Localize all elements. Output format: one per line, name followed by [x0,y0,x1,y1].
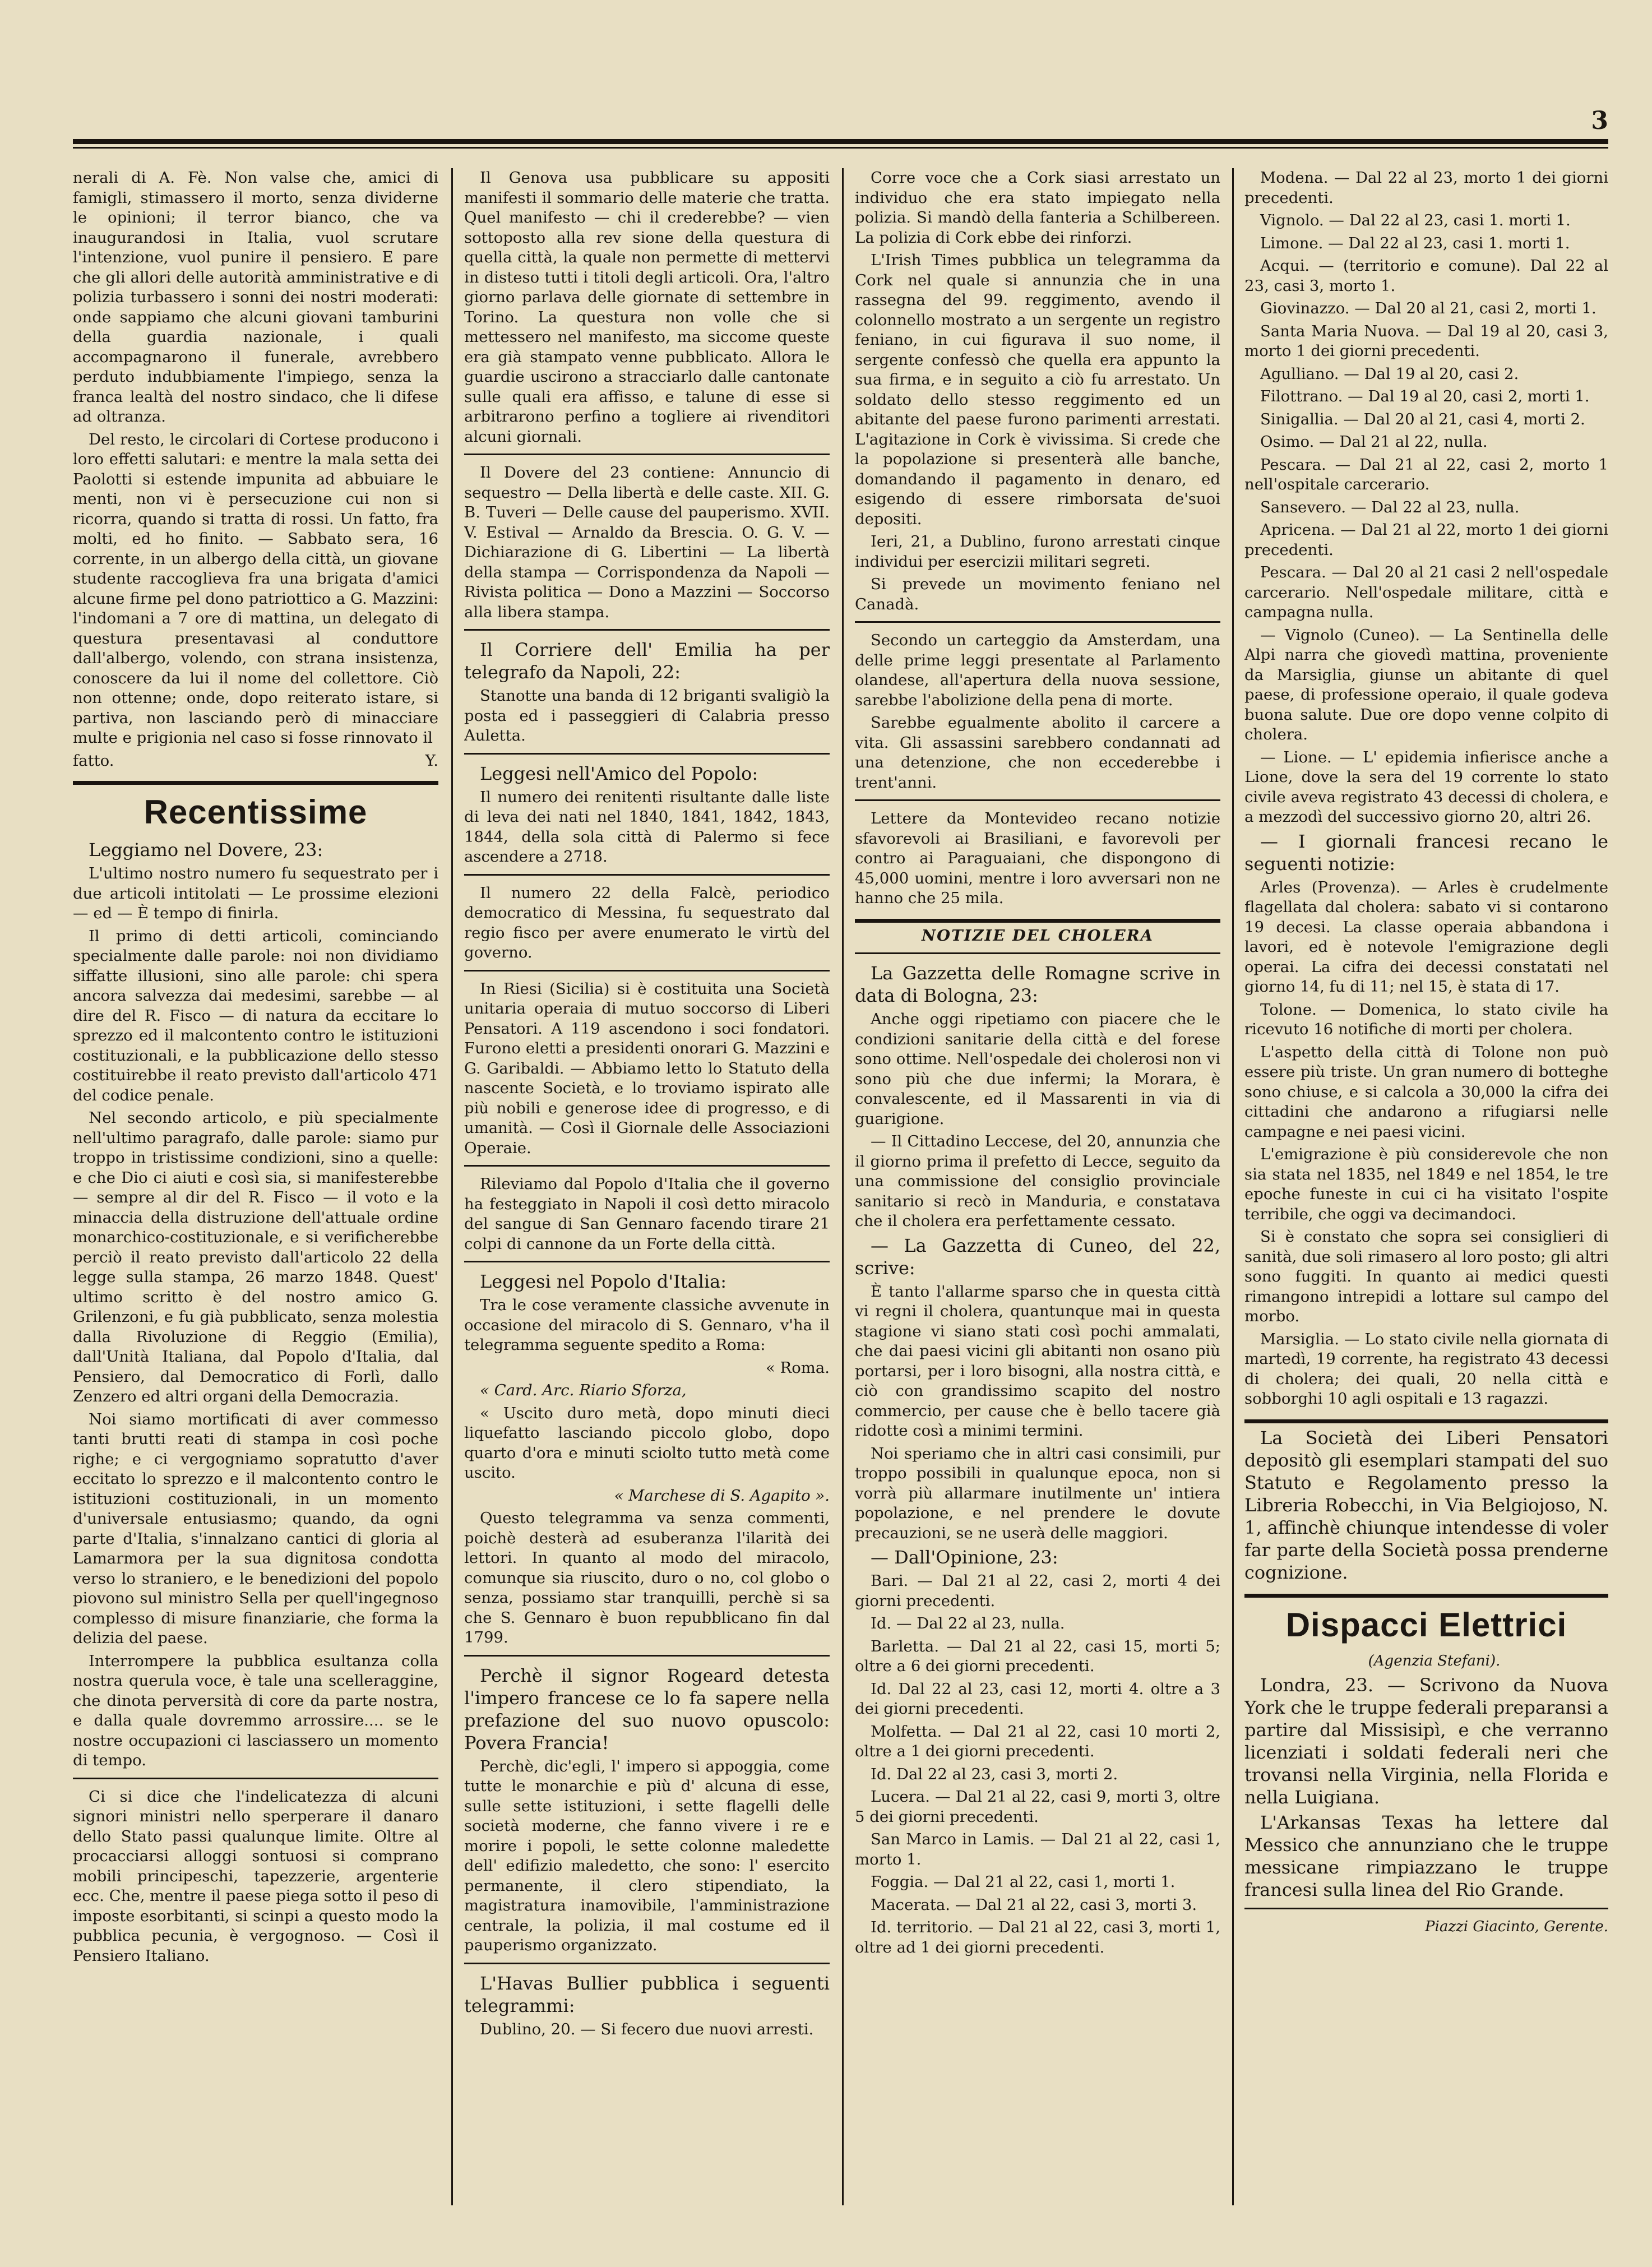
cholera-stat: Molfetta. — Dal 21 al 22, casi 10 morti 2, oltre a 1 dei giorni precedenti. [855,1722,1220,1760]
cholera-stat: Giovinazzo. — Dal 20 al 21, casi 2, morti 1. [1260,299,1597,317]
news-item: Secondo un carteggio da Amsterdam, una delle prime leggi presentate al Parlamento olandese, all'apertura della nuova sessione, sarebbe l'abolizione della pena di morte. [855,631,1220,709]
news-lead: L'Havas Bullier pubblica i seguenti telegrammi: [464,1972,830,2016]
news-item: Ieri, 21, a Dublino, furono arrestati cinque individui per esercizii militari segreti. [855,533,1220,571]
column-1 [73,168,438,2211]
page-number: 3 [1591,107,1608,135]
news-lead: — Dall'Opinione, 23: [871,1547,1058,1568]
item-rule [1244,1908,1608,1909]
cholera-stat: Acqui. — (territorio e comune). Dal 22 al 23, casi 3, morto 1. [1244,257,1608,295]
cholera-stat: Barletta. — Dal 21 al 22, casi 15, morti 5; oltre a 6 dei giorni precedenti. [855,1637,1220,1675]
news-item: Corre voce che a Cork siasi arrestato un individuo che era stato impiegato nella polizia. Si mandò della fanteria a Schilbereen. La polizia di Cork ebbe dei rinforzi. [855,169,1220,247]
news-item: Rileviamo dal Popolo d'Italia che il governo ha festeggiato in Napoli il così detto miracolo del sangue di San Gennaro facendo tirare 21 colpi di cannone da un Forte della città. [464,1175,830,1253]
item-rule [464,1963,830,1964]
telegram-text: « Uscito duro metà, dopo minuti dieci liquefatto lasciando piccolo globo, dopo quarto d'ora e minuti sciolto tutto metà come uscito. [464,1404,830,1482]
article-paragraph: Il primo di detti articoli, cominciando specialmente dalle parole: noi non dividiamo siffatte illusioni, sino alle parole: chi spera ancora salvezza dai medesimi, sarebbe — al dire del R. Fisco — di natura da eccitare lo sprezzo ed il malcontento contro le istituzioni costituzionali, e la pubblicazione dello stesso costituirebbe il reato previsto dall'articolo 471 del codice penale. [73,927,438,1104]
cholera-stat: Osimo. — Dal 21 al 22, nulla. [1260,433,1488,451]
news-item: Lettere da Montevideo recano notizie sfavorevoli ai Brasiliani, e favorevoli per contro ai Paraguaiani, che dispongono di 45,000 uomini, mentre i loro avversari non ne hanno che 25 mila. [855,809,1220,907]
article-paragraph: nerali di A. Fè. Non valse che, amici di famigli, stimassero il morto, senza dividerne le opinioni; il terror bianco, che va inaugurandosi in Italia, vuol scrutare l'intenzione, vuol punire il pensiero. E pare che gli allori delle autorità amministrative e di polizia turbassero i sonni dei nostri moderati: onde sappiamo che alcuni giovani tamburini della guardia nazionale, i quali accompagnarono il funerale, avrebbero perduto indubbiamente l'impiego, senza la franca lealtà del nostro sindaco, che li difese ad oltranza. [73,169,438,425]
news-lead: Il Corriere dell' Emilia ha per telegrafo da Napoli, 22: [464,639,830,683]
telegram-dest: « Roma. [765,1358,830,1377]
cholera-stat: Bari. — Dal 21 al 22, casi 2, morti 4 dei giorni precedenti. [855,1572,1220,1610]
news-item: L'Irish Times pubblica un telegramma da Cork nel quale si annunzia che in una rassegna del 99. reggimento, avendo il colonnello mostrato a un sergente un registro feniano, in cui figurava il suo nome, il sergente confessò che quella era appunto la sua firma, e in seguito a ciò fu arrestato. Un soldato dello stesso reggimento ed un abitante del paese furono parimenti arrestati. L'agitazione in Cork è vivissima. Si crede che la popolazione si presenterà alle banche, domandando il pagamento in denaro, ed esigendo di essere rimborsata de'suoi depositi. [855,251,1220,528]
item-rule [855,952,1220,954]
cholera-report: È tanto l'allarme sparso che in questa città vi regni il cholera, quantunque mai in questa stagione vi siano stati così pochi ammalati, che dai paesi vicini gli abitanti non osano più portarsi, per i loro bisogni, alla nostra città, e ciò con grandissimo scapito del nostro commercio, per cause che è bello tacere già ridotte così a minimi termini. [855,1282,1220,1440]
column-3 [855,168,1220,2211]
cholera-stat: Macerata. — Dal 21 al 22, casi 3, morti 3. [871,1895,1197,1914]
dispatch: Londra, 23. — Scrivono da Nuova York che le truppe federali preparansi a partire dal Missisipì, e che verranno licenziati i soldati federali neri che trovansi nella Virginia, nella Florida e nella Luigiana. [1244,1674,1608,1808]
item-rule [464,454,830,455]
dispatch: L'Arkansas Texas ha lettere dal Messico che annunziano che le truppe messicane rimpiazzano le truppe francesi sulla linea del Rio Grande. [1244,1812,1608,1900]
cholera-report: Tolone. — Domenica, lo stato civile ha ricevuto 16 notifiche di morti per cholera. [1244,1000,1608,1038]
cholera-stat: Sinigallia. — Dal 20 al 21, casi 4, morti 2. [1260,410,1585,428]
item-rule [464,1261,830,1262]
cholera-stat: Agulliano. — Dal 19 al 20, casi 2. [1260,364,1519,383]
header-rule [73,139,1608,144]
cholera-stat: Santa Maria Nuova. — Dal 19 al 20, casi 3, morto 1 dei giorni precedenti. [1244,322,1608,360]
cholera-stat: Id. — Dal 22 al 23, nulla. [871,1614,1065,1632]
news-item: Dublino, 20. — Si fecero due nuovi arresti. [480,2020,814,2038]
agency-credit: (Agenzia Stefani). [1368,1652,1501,1669]
news-item: Questo telegramma va senza commenti, poichè desterà ad esuberanza l'ilarità dei lettori. In quanto al modo del miracolo, comunque sia riuscito, duro o no, col globo o senza, possiamo star tranquilli, perchè si sa che S. Gennaro è buon repubblicano fin dal 1799. [464,1509,830,1646]
cholera-stat: Id. Dal 22 al 23, casi 12, morti 4. oltre a 3 dei giorni precedenti. [855,1680,1220,1718]
society-notice: La Società dei Liberi Pensatori depositò gli esemplari stampati del suo Statuto e Regolamento presso la Libreria Robecchi, in Via Belgiojoso, N. 1, affinchè chiunque intendesse di voler far parte della Società possa prenderne cognizione. [1244,1427,1608,1583]
telegram-addressee: « Card. Arc. Riario Sforza, [480,1381,687,1399]
column-2 [464,168,830,2211]
cholera-stat: Limone. — Dal 22 al 23, casi 1. morti 1. [1260,234,1570,252]
article-paragraph: Del resto, le circolari di Cortese producono i loro effetti salutari: e mentre la mala setta dei Paolotti si estende impunita ad abbuiare le menti, non vi è persecuzione cui non si ricorra, quando si tratta di rossi. Un fatto, fra molti, ed ho finito. — Sabbato sera, 16 corrente, in un albergo della città, un giovane studente raccoglieva fra una brigata d'amici alcune firme pel dono patriottico a G. Mazzini: l'indomani a 7 ore di mattina, un delegato di questura presentavasi al conduttore dall'albergo, volendo, con strana insistenza, conoscere da lui il nome del collettore. Ciò non ottenne; onde, dopo reiterato istare, si partiva, non lasciando però di minacciare multe e prigionia nel caso si fosse rinnovato il [73,430,438,747]
cholera-report: — Vignolo (Cuneo). — La Sentinella delle Alpi narra che giovedì mattina, proveniente da Marsiglia, giunse un abitante di quel paese, di professione operaio, il quale godeva buona salute. Due ore dopo venne colpito di cholera. [1244,626,1608,743]
section-rule [73,781,438,785]
cholera-stat: Apricena. — Dal 21 al 22, morto 1 dei giorni precedenti. [1244,521,1608,559]
news-item: Il numero dei renitenti risultante dalle liste di leva dei nati nel 1840, 1841, 1842, 1843, 1844, della sola città di Palermo si fece ascendere a 2718. [464,788,830,866]
cholera-report: Anche oggi ripetiamo con piacere che le condizioni sanitarie della città e del forese sono ottime. Nell'ospedale dei cholerosi non vi sono più che due infermi; la Morara, è convalescente, ed il Massarenti in via di guarigione. [855,1010,1220,1128]
news-lead: Leggesi nel Popolo d'Italia: [480,1271,726,1292]
article-paragraph: Ci si dice che l'indelicatezza di alcuni signori ministri nello sperperare il danaro dello Stato passi qualunque limite. Oltre al procacciarsi alloggi sontuosi si comprano mobili principeschi, tapezzerie, argenterie ecc. Che, mentre il paese piega sotto il peso di imposte esorbitanti, si scinpi a questo modo la pubblica pecunia, è vergognoso. — Così il Pensiero Italiano. [73,1787,438,1965]
section-heading-dispacci: Dispacci Elettrici [1285,1606,1567,1644]
cholera-stat: Id. Dal 22 al 23, casi 3, morti 2. [871,1765,1118,1783]
cholera-stat: Foggia. — Dal 21 al 22, casi 1, morti 1. [871,1873,1176,1891]
item-rule [464,874,830,876]
news-item: Il Genova usa pubblicare su appositi manifesti il sommario delle materie che tratta. Quel manifesto — chi il crederebbe? — vien sottoposto alla rev sione della questura di quella città, la quale non permette di mettervi in disteso tutti i titoli degli articoli. Ora, l'altro giorno parlava delle giornate di settembre in Torino. La questura non volle che si mettessero nel manifesto, ma siccome queste era già stampato venne pubblicato. Allora le guardie uscirono a stracciarlo dalle cantonate sulle quali era affisso, e talune di esse si arbitrarono perfino a togliere ai rivenditori alcuni giornali. [464,169,830,446]
news-item: Il numero 22 della Falcè, periodico democratico di Messina, fu sequestrato dal regio fisco per avere enumerato le virtù del governo. [464,883,830,961]
news-lead: La Gazzetta delle Romagne scrive in data di Bologna, 23: [855,963,1220,1006]
news-item: Tra le cose veramente classiche avvenute in occasione del miracolo di S. Gennaro, v'ha il telegramma seguente spedito a Roma: [464,1296,830,1354]
news-lead: Leggesi nell'Amico del Popolo: [480,762,758,784]
cholera-report: L'emigrazione è più considerevole che non sia stata nel 1835, nel 1849 e nel 1854, le tre epoche funeste in cui ci ha visitato l'ospite terribile, che oggi va decimandoci. [1244,1145,1608,1223]
cholera-stat: Pescara. — Dal 20 al 21 casi 2 nell'ospedale carcerario. Nell'ospedale militare, città e campagna nulla. [1244,563,1608,621]
section-rule [1244,1419,1608,1423]
cholera-stat: Filottrano. — Dal 19 al 20, casi 2, morti 1. [1260,387,1590,405]
cholera-stat: Id. territorio. — Dal 21 al 22, casi 3, morti 1, oltre ad 1 dei giorni precedenti. [855,1918,1220,1956]
cholera-heading: NOTIZIE DEL CHOLERA [922,926,1154,945]
column-divider [451,168,453,2205]
cholera-stat: Vignolo. — Dal 22 al 23, casi 1. morti 1. [1260,211,1571,229]
article-paragraph: Interrompere la pubblica esultanza colla nostra querula voce, è tale una scelleraggine, che dinota perversità di core da parte nostra, e dalla quale dovremmo arrossire.... se le nostre occupazioni ci lasciassero un momento di tempo. [73,1651,438,1769]
publisher-manager: Piazzi Giacinto, Gerente. [1425,1918,1608,1935]
news-item: In Riesi (Sicilia) si è costituita una Società unitaria operaia di mutuo soccorso di Liberi Pensatori. A 119 ascendono i soci fondatori. Furono eletti a presidenti onorari G. Mazzini e G. Garibaldi. — Abbiamo letto lo Statuto della nascente Società, e lo troviamo ispirato alle più nobili e generose idee di progresso, e di umanità. — Così il Giornale delle Associazioni Operaie. [464,979,830,1157]
section-rule [855,919,1220,923]
item-rule [464,1165,830,1167]
section-heading-recentissime: Recentissime [144,793,368,831]
news-item: Si prevede un movimento feniano nel Canadà. [855,575,1220,613]
cholera-stat: Pescara. — Dal 21 al 22, casi 2, morto 1 nell'ospitale carcerario. [1244,455,1608,493]
signature-author: Y. [425,751,438,770]
column-divider [1232,168,1234,2205]
item-rule [464,1655,830,1657]
cholera-report: Noi speriamo che in altri casi consimili, pur troppo possibili in qualunque epoca, non si vorrà più allarmare inutilmente un' intiera popolazione, e nel prendere le dovute precauzioni, se ne userà delle maggiori. [855,1444,1220,1542]
section-rule [1244,1594,1608,1598]
news-item: Il Dovere del 23 contiene: Annuncio di sequestro — Della libertà e delle caste. XII. G. B. Tuveri — Delle cause del pauperismo. XVII. V. Estival — Arnaldo da Brescia. O. G. V. — Dichiarazione di G. Libertini — La libertà della stampa — Corrispondenza da Napoli — Rivista politica — Dono a Mazzini — Soccorso alla libera stampa. [464,464,830,621]
news-item: Perchè, dic'egli, l' impero si appoggia, come tutte le monarchie e più d' alcuna di esse, sulle sette istituzioni, i sette flagelli delle società moderne, che fanno vivere i re e morire i popoli, le sette colonne maledette dell' edifizio maledetto, che sono: l' esercito permanente, il clero stipendiato, la magistratura inamovibile, l'amministrazione centrale, la polizia, il mal costume ed il pauperismo organizzato. [464,1757,830,1954]
cholera-report: Marsiglia. — Lo stato civile nella giornata di martedì, 19 corrente, ha registrato 43 decessi di cholera; dei quali, 20 nella città e sobborghi 10 agli ospitali e 13 ragazzi. [1244,1330,1608,1408]
cholera-stat: Sansevero. — Dal 22 al 23, nulla. [1260,498,1520,516]
cholera-stat: San Marco in Lamis. — Dal 21 al 22, casi 1, morto 1. [855,1830,1220,1868]
header-rule-thin [73,147,1608,149]
cholera-report: L'aspetto della città di Tolone non può essere più triste. Un gran numero di botteghe sono chiuse, e si calcola a 30,000 la cifra dei cittadini che andarono a rifugiarsi nelle campagne e nei paesi vicini. [1244,1043,1608,1141]
item-rule [464,629,830,631]
news-item: Stanotte una banda di 12 briganti svaligiò la posta ed i passeggieri di Calabria presso Auletta. [464,687,830,744]
signature-left: fatto. [73,751,114,770]
item-rule [855,799,1220,801]
lead-line: Leggiamo nel Dovere, 23: [89,839,323,860]
cholera-stat: Modena. — Dal 22 al 23, morto 1 dei giorni precedenti. [1244,169,1608,207]
article-paragraph: Noi siamo mortificati di aver commesso tanti brutti reati di stampa in così poche righe; e ci vergogniamo sopratutto d'aver eccitato lo sprezzo e il malcontento contro le istituzioni costituzionali, in un momento d'universale entusiasmo; quando, da ogni parte d'Italia, s'innalzano cantici di gloria al Lamarmora per la sua dignitosa condotta verso lo straniero, e le benedizioni del popolo piovono sul ministro Sella per quell'ingegnoso complesso di misure finanziarie, che forma la delizia del paese. [73,1410,438,1647]
cholera-report: Arles (Provenza). — Arles è crudelmente flagellata dal cholera: sabato vi si contarono 19 decesi. La classe operaia abbandona i lavori, ed è notevole l'emigrazione degli operai. La cifra dei decessi constatati nel giorno 14, fu di 11; nel 15, è stata di 17. [1244,878,1608,996]
item-rule [464,970,830,971]
item-rule [855,621,1220,623]
cholera-report: — Lione. — L' epidemia infierisce anche a Lione, dove la sera del 19 corrente lo stato civile aveva registrato 43 decessi di cholera, e a mezzodì del successivo giorno 20, altri 26. [1244,748,1608,826]
news-item: Sarebbe egualmente abolito il carcere a vita. Gli assassini sarebbero condannati ad una detenzione, che non eccederebbe i trent'anni. [855,714,1220,792]
article-paragraph: Nel secondo articolo, e più specialmente nell'ultimo paragrafo, dalle parole: siamo pur troppo in tristissime condizioni, sino a quelle: e che Dio ci aiuti e così sia, si manifesterebbe — sempre al dir del R. Fisco — il voto e la minaccia della distruzione dell'attuale ordine monarchico-costituzionale, e si verificherebbe perciò il reato previsto dall'articolo 22 della legge sulla stampa, 26 marzo 1848. Quest' ultimo scritto è del nostro amico G. Grilenzoni, e fu già pubblicato, senza molestia dalla Rivoluzione di Reggio (Emilia), dall'Unità Italiana, dal Popolo d'Italia, dal Pensiero, dal Democratico di Forlì, dallo Zenzero ed altri organi della Democrazia. [73,1109,438,1405]
cholera-report: — Il Cittadino Leccese, del 20, annunzia che il giorno prima il prefetto di Lecce, seguito da una commissione del consiglio provinciale sanitario si recò in Manduria, e constatava che il cholera era perfettamente cessato. [855,1132,1220,1230]
article-paragraph: L'ultimo nostro numero fu sequestrato per i due articoli intitolati — Le prossime elezioni — ed — È tempo di finirla. [73,864,438,922]
cholera-stat: Lucera. — Dal 21 al 22, casi 9, morti 3, oltre 5 dei giorni precedenti. [855,1788,1220,1826]
telegram-signature: « Marchese di S. Agapito ». [614,1486,830,1505]
news-lead: — La Gazzetta di Cuneo, del 22, scrive: [855,1234,1220,1279]
column-4 [1244,168,1608,2211]
item-rule [73,1778,438,1779]
column-divider [842,168,844,2205]
news-lead: Perchè il signor Rogeard detesta l'impero francese ce lo fa sapere nella prefazione del suo nuovo opuscolo: Povera Francia! [464,1664,830,1754]
cholera-report: Si è constato che sopra sei consiglieri di sanità, due soli rimasero al loro posto; gli altri sono fuggiti. In quanto ai medici questi rimangono intrepidi a lottare sul campo del morbo. [1244,1228,1608,1325]
item-rule [464,753,830,755]
signature-line [73,751,438,771]
news-lead: — I giornali francesi recano le seguenti notizie: [1244,830,1608,875]
